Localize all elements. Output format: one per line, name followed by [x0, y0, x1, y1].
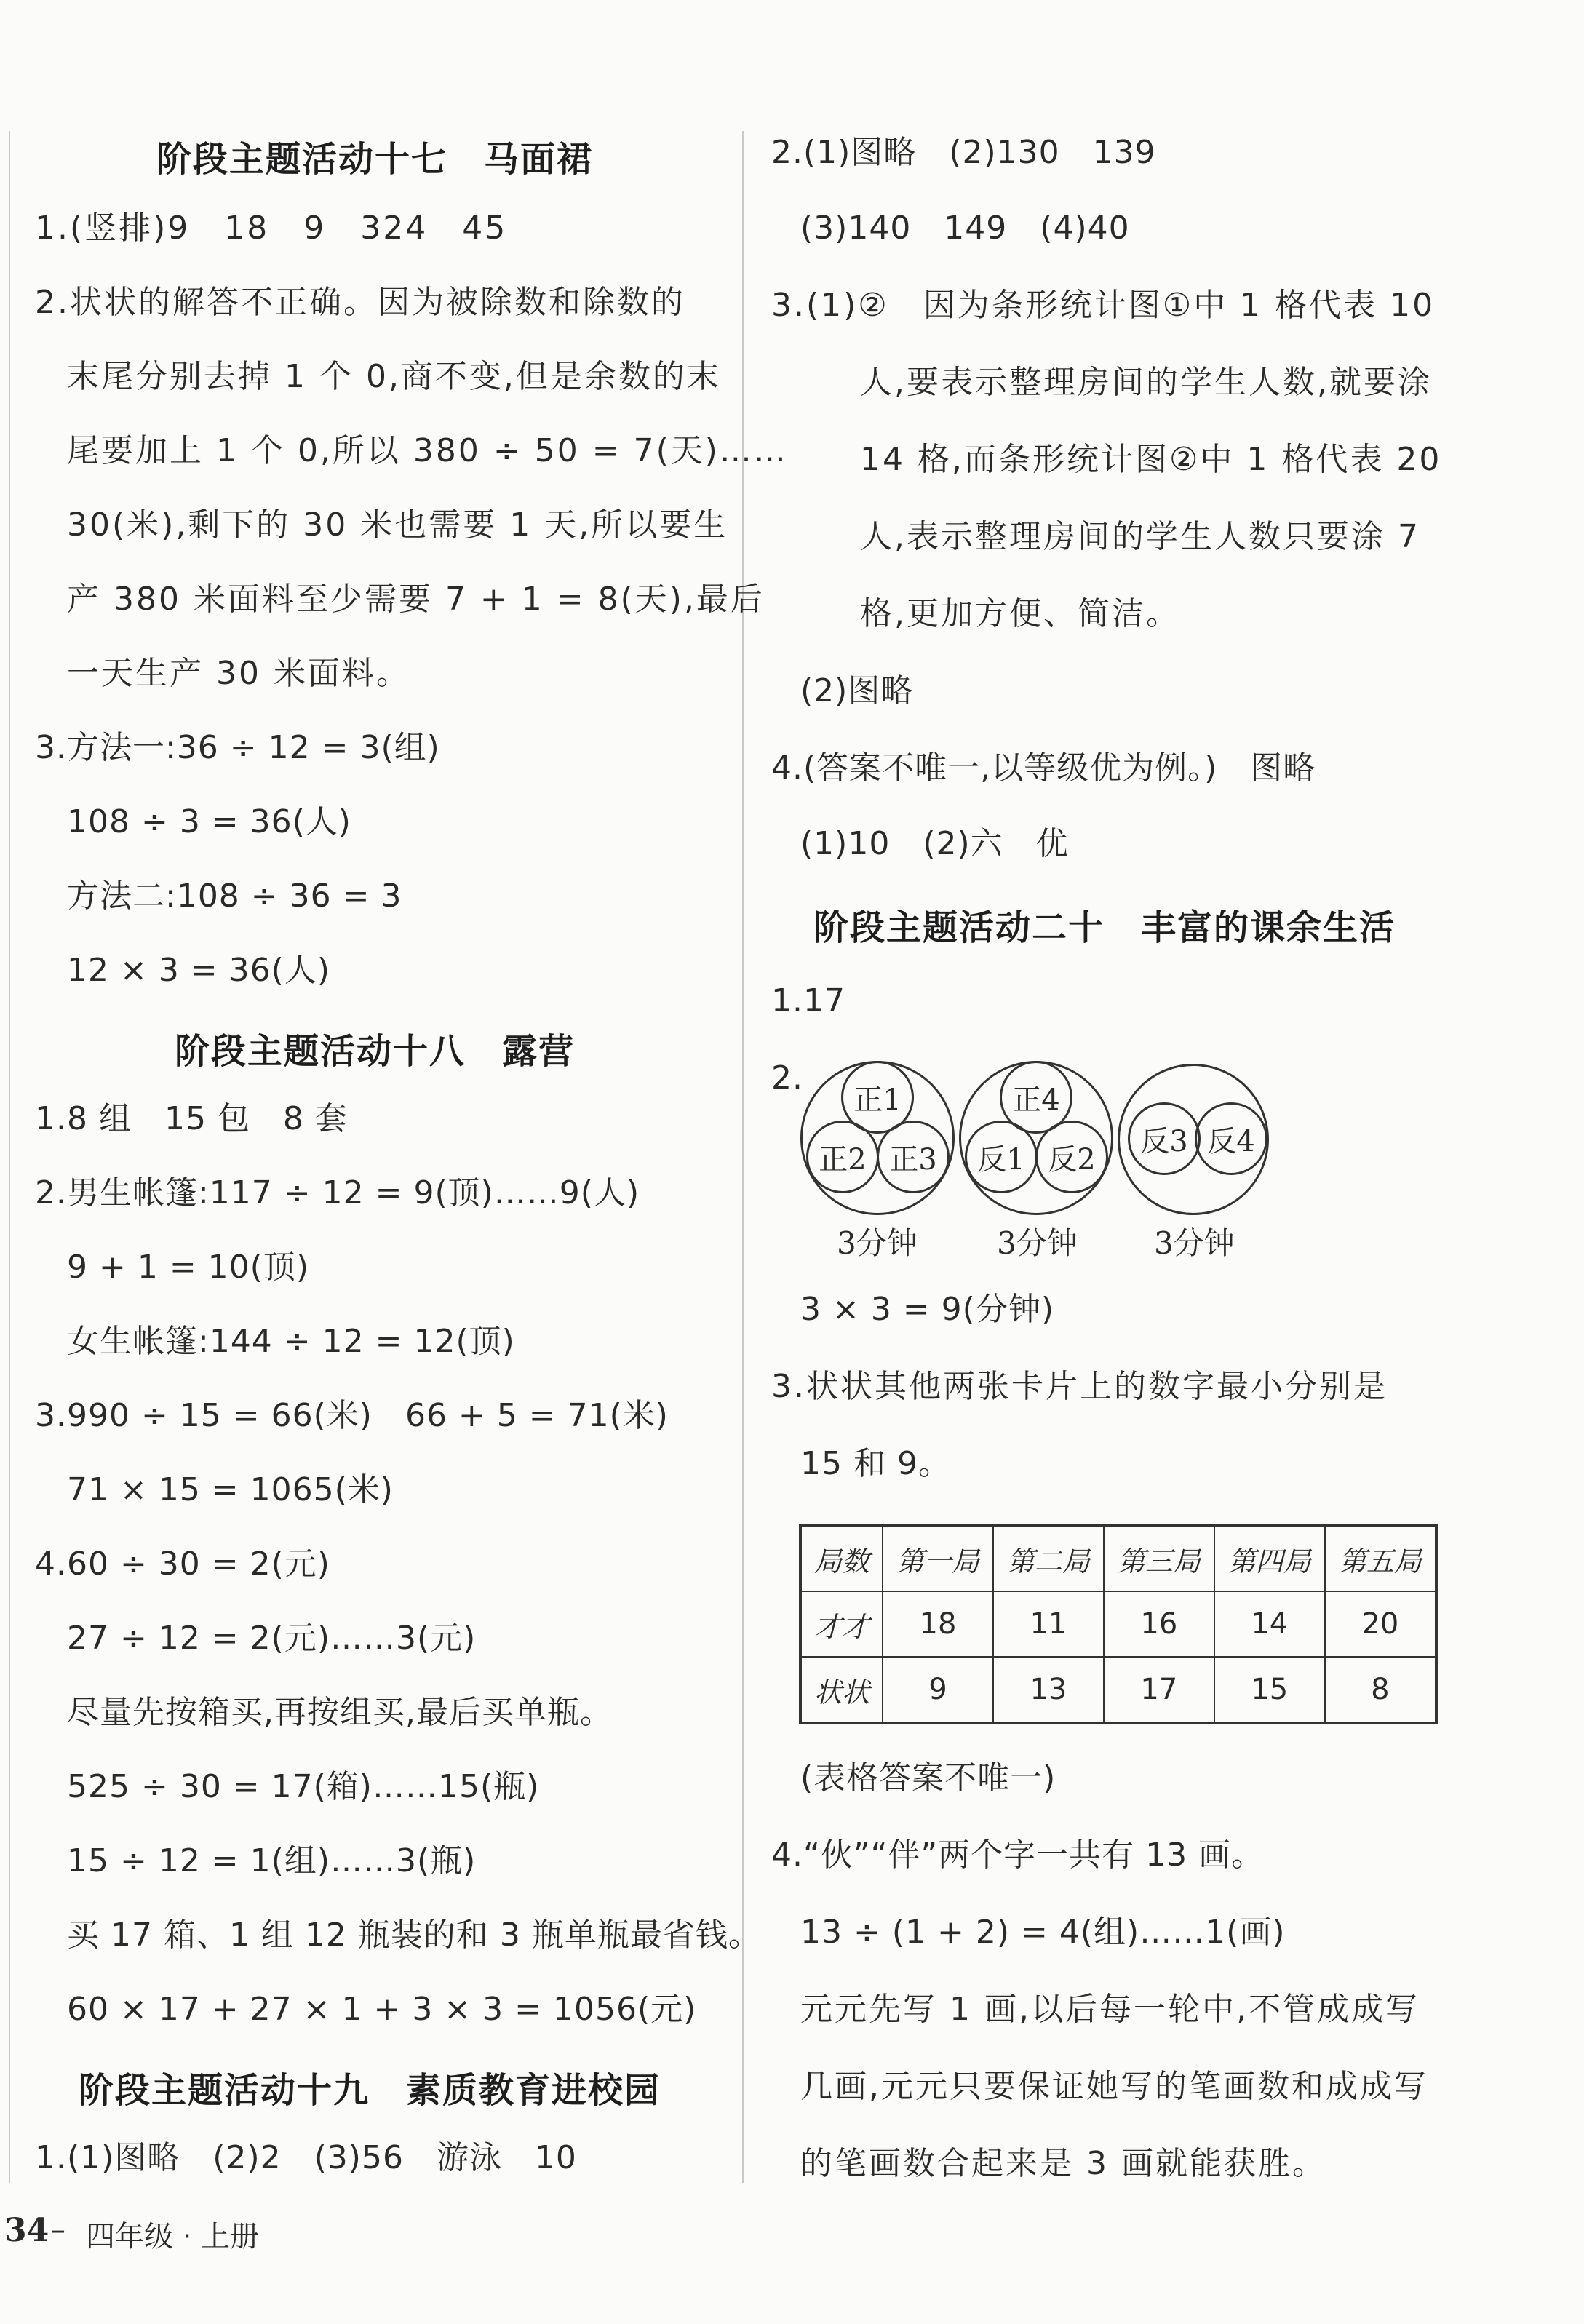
table-header-cell: 第二局 [993, 1525, 1104, 1591]
table-cell: 13 [993, 1657, 1104, 1723]
answer-line: 1.(1)图略 (2)2 (3)56 游泳 10 [35, 2139, 577, 2176]
score-table [799, 1524, 1438, 1724]
answer-line: 人,表示整理房间的学生人数只要涂 7 [860, 518, 1420, 555]
footer-grade: 四年级 · 上册 [86, 2220, 260, 2253]
answer-line: 71 × 15 = 1065(米) [67, 1471, 394, 1508]
answer-line: (1)10 (2)六 优 [800, 825, 1069, 862]
table-cell: 状状 [800, 1657, 883, 1723]
table-cell: 18 [883, 1591, 993, 1657]
table-header-row [800, 1525, 1436, 1591]
table-cell: 16 [1104, 1591, 1214, 1657]
table-cell: 20 [1325, 1591, 1436, 1657]
left-margin-rule [9, 131, 10, 2183]
table-row [800, 1591, 1436, 1657]
answer-line: 格,更加方便、简洁。 [860, 595, 1180, 632]
answer-line: 末尾分别去掉 1 个 0,商不变,但是余数的末 [67, 358, 721, 395]
answer-line: 2. [771, 1059, 803, 1097]
answer-line: 几画,元元只要保证她写的笔画数和成成写 [800, 2068, 1428, 2105]
answer-line: 产 380 米面料至少需要 7 + 1 = 8(天),最后 [67, 581, 765, 618]
table-cell: 9 [883, 1657, 993, 1723]
answer-line: 108 ÷ 3 = 36(人) [67, 803, 351, 840]
answer-line: 3.(1)② 因为条形统计图①中 1 格代表 10 [771, 287, 1436, 324]
answer-line: 27 ÷ 12 = 2(元)……3(元) [67, 1620, 477, 1657]
answer-line: 3.状状其他两张卡片上的数字最小分别是 [771, 1368, 1388, 1405]
answer-line: (3)140 149 (4)40 [800, 210, 1130, 247]
answer-line: 买 17 箱、1 组 12 瓶装的和 3 瓶单瓶最省钱。 [67, 1917, 761, 1954]
table-header-cell: 第四局 [1214, 1525, 1325, 1591]
answer-line: 9 + 1 = 10(顶) [67, 1249, 309, 1286]
card-circle: 正2 [806, 1121, 879, 1193]
card-circle: 反4 [1195, 1102, 1267, 1175]
table-row [800, 1657, 1436, 1723]
answer-line: 3 × 3 = 9(分钟) [800, 1291, 1054, 1328]
group-caption: 3分钟 [997, 1225, 1078, 1261]
answer-line: 4.(答案不唯一,以等级优为例。) 图略 [771, 749, 1316, 787]
table-cell: 15 [1214, 1657, 1325, 1723]
card-circle: 正3 [877, 1121, 950, 1193]
answer-line: 60 × 17 + 27 × 1 + 3 × 3 = 1056(元) [67, 1991, 697, 2028]
answer-line: 12 × 3 = 36(人) [67, 952, 330, 989]
answer-line: 1.(竖排)9 18 9 324 45 [35, 210, 508, 247]
answer-line: 15 ÷ 12 = 1(组)……3(瓶) [67, 1842, 477, 1879]
answer-line: 1.17 [771, 982, 845, 1019]
group-caption: 3分钟 [837, 1225, 918, 1261]
answer-line: 4.60 ÷ 30 = 2(元) [35, 1545, 330, 1583]
answer-line: 元元先写 1 画,以后每一轮中,不管成成写 [800, 1991, 1420, 2028]
answer-line: 30(米),剩下的 30 米也需要 1 天,所以要生 [67, 506, 728, 544]
answer-line: 14 格,而条形统计图②中 1 格代表 20 [860, 441, 1442, 478]
heading-activity-17: 阶段主题活动十七 马面裙 [156, 139, 594, 180]
answer-line: 的笔画数合起来是 3 画就能获胜。 [800, 2145, 1326, 2182]
table-header-cell: 第三局 [1104, 1525, 1214, 1591]
answer-line: 2.男生帐篷:117 ÷ 12 = 9(顶)……9(人) [35, 1174, 640, 1211]
answer-line: 方法二:108 ÷ 36 = 3 [67, 878, 402, 915]
page-number: 34 [4, 2212, 49, 2249]
answer-line: 1.8 组 15 包 8 套 [35, 1100, 348, 1137]
answer-line: 女生帐篷:144 ÷ 12 = 12(顶) [67, 1323, 515, 1360]
table-header-cell: 第一局 [883, 1525, 993, 1591]
answer-line: 一天生产 30 米面料。 [67, 655, 410, 692]
answer-line: 13 ÷ (1 + 2) = 4(组)……1(画) [800, 1914, 1286, 1951]
card-circle: 正1 [841, 1061, 914, 1134]
table-cell: 17 [1104, 1657, 1214, 1723]
table-cell: 11 [993, 1591, 1104, 1657]
answer-line: 4.“伙”“伴”两个字一共有 13 画。 [771, 1836, 1265, 1874]
table-cell: 14 [1214, 1591, 1325, 1657]
heading-activity-18: 阶段主题活动十八 露营 [175, 1031, 576, 1072]
table-cell: 才才 [800, 1591, 883, 1657]
answer-line: 2.(1)图略 (2)130 139 [771, 134, 1156, 171]
table-note: (表格答案不唯一) [800, 1759, 1056, 1796]
table-header-cell: 局数 [800, 1525, 883, 1591]
heading-activity-19: 阶段主题活动十九 素质教育进校园 [79, 2070, 661, 2111]
table-cell: 8 [1325, 1657, 1436, 1723]
answer-line: 15 和 9。 [800, 1445, 951, 1482]
heading-activity-20: 阶段主题活动二十 丰富的课余生活 [813, 907, 1396, 948]
answer-line: 3.990 ÷ 15 = 66(米) 66 + 5 = 71(米) [35, 1397, 669, 1434]
footer-dash: – [51, 2213, 65, 2247]
group-caption: 3分钟 [1154, 1225, 1235, 1261]
answer-line: 525 ÷ 30 = 17(箱)……15(瓶) [67, 1768, 540, 1805]
answer-line: 人,要表示整理房间的学生人数,就要涂 [860, 364, 1432, 401]
answer-line: 尽量先按箱买,再按组买,最后买单瓶。 [67, 1694, 613, 1731]
table-header-cell: 第五局 [1325, 1525, 1436, 1591]
answer-line: 尾要加上 1 个 0,所以 380 ÷ 50 = 7(天)…… [67, 432, 788, 469]
card-circle: 反1 [965, 1121, 1038, 1193]
card-circle: 正4 [1000, 1061, 1072, 1134]
answer-line: 2.状状的解答不正确。因为被除数和除数的 [35, 284, 685, 321]
answer-line: 3.方法一:36 ÷ 12 = 3(组) [35, 729, 440, 766]
card-circle: 反3 [1128, 1102, 1201, 1175]
card-circle: 反2 [1035, 1121, 1108, 1193]
answer-line: (2)图略 [800, 672, 914, 709]
